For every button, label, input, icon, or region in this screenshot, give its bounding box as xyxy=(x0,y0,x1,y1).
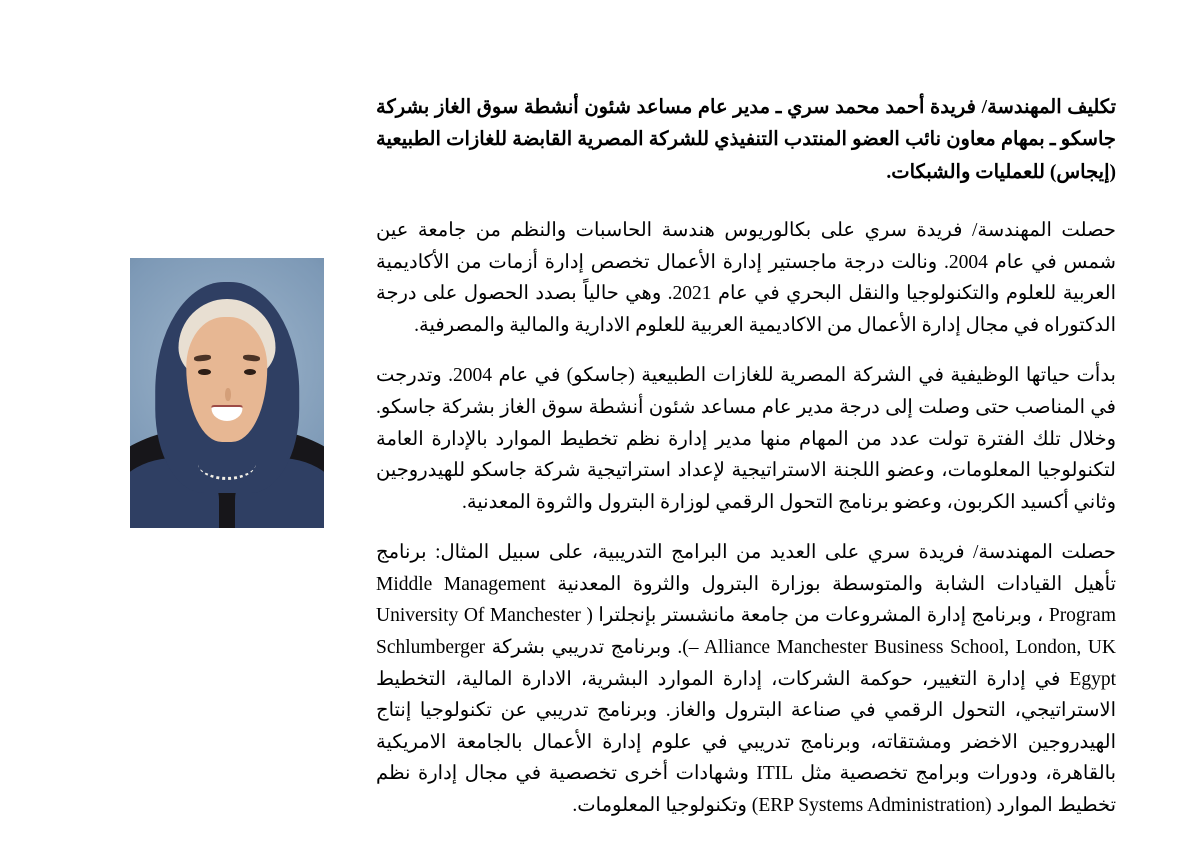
portrait-photo-image xyxy=(130,258,324,528)
portrait-nose xyxy=(225,388,231,402)
paragraph-education: حصلت المهندسة/ فريدة سري على بكالوريوس هندسة الحاسبات والنظم من جامعة عين شمس في عام 2004. ونالت درجة ماجستير إدارة الأعمال تخصص إدارة أزمات من الأكاديمية العربية للعلوم والتكنولوجيا والنقل البحري في عام 2021. وهي حالياً بصدد الحصول على درجة الدكتوراه في مجال إدارة الأعمال من الاكاديمية العربية للعلوم الادارية والمالية والمصرفية. xyxy=(376,220,1116,336)
portrait-photo xyxy=(130,258,324,528)
paragraph-career: بدأت حياتها الوظيفية في الشركة المصرية للغازات الطبيعية (جاسكو) في عام 2004. وتدرجت في المناصب حتى وصلت إلى درجة مدير عام مساعد شئون أنشطة سوق الغاز بشركة جاسكو. وخلال تلك الفترة تولت عدد من المهام منها مدير إدارة نظم تخطيط الموارد بالإدارة العامة لتكنولوجيا المعلومات، وعضو اللجنة الاستراتيجية لإعداد استراتيجية شركة جاسكو للهيدروجين وثاني أكسيد الكربون، وعضو برنامج التحول الرقمي لوزارة البترول والثروة المعدنية. xyxy=(376,365,1116,513)
portrait-eye-left xyxy=(198,369,211,375)
document-text-column xyxy=(376,92,1116,821)
paragraph-training: حصلت المهندسة/ فريدة سري على العديد من البرامج التدريبية، على سبيل المثال: برنامج تأهيل القيادات الشابة والمتوسطة بوزارة البترول والثروة المعدنية Middle Management Program ، وبرنامج إدارة المشروعات من جامعة مانشستر بإنجلترا ( University Of Manchester – Alliance Manchester Business School, London, UK). وبرنامج تدريبي بشركة Schlumberger Egypt في إدارة التغيير، حوكمة الشركات، إدارة الموارد البشرية، الادارة المالية، التخطيط الاستراتيجي، التحول الرقمي في صناعة البترول والغاز. وبرنامج تدريبي عن تكنولوجيا إنتاج الهيدروجين الاخضر ومشتقاته، وبرنامج تدريبي في علوم إدارة الأعمال بالجامعة الامريكية بالقاهرة، ودورات وبرامج تخصصية مثل ITIL وشهادات أخرى تخصصية في مجال إدارة نظم تخطيط الموارد (ERP Systems Administration) وتكنولوجيا المعلومات. xyxy=(376,542,1117,816)
paragraph-headline: تكليف المهندسة/ فريدة أحمد محمد سري ـ مدير عام مساعد شئون أنشطة سوق الغاز بشركة جاسكو ـ بمهام معاون نائب العضو المنتدب التنفيذي للشركة المصرية القابضة للغازات الطبيعية (إيجاس) للعمليات والشبكات. xyxy=(376,97,1116,183)
